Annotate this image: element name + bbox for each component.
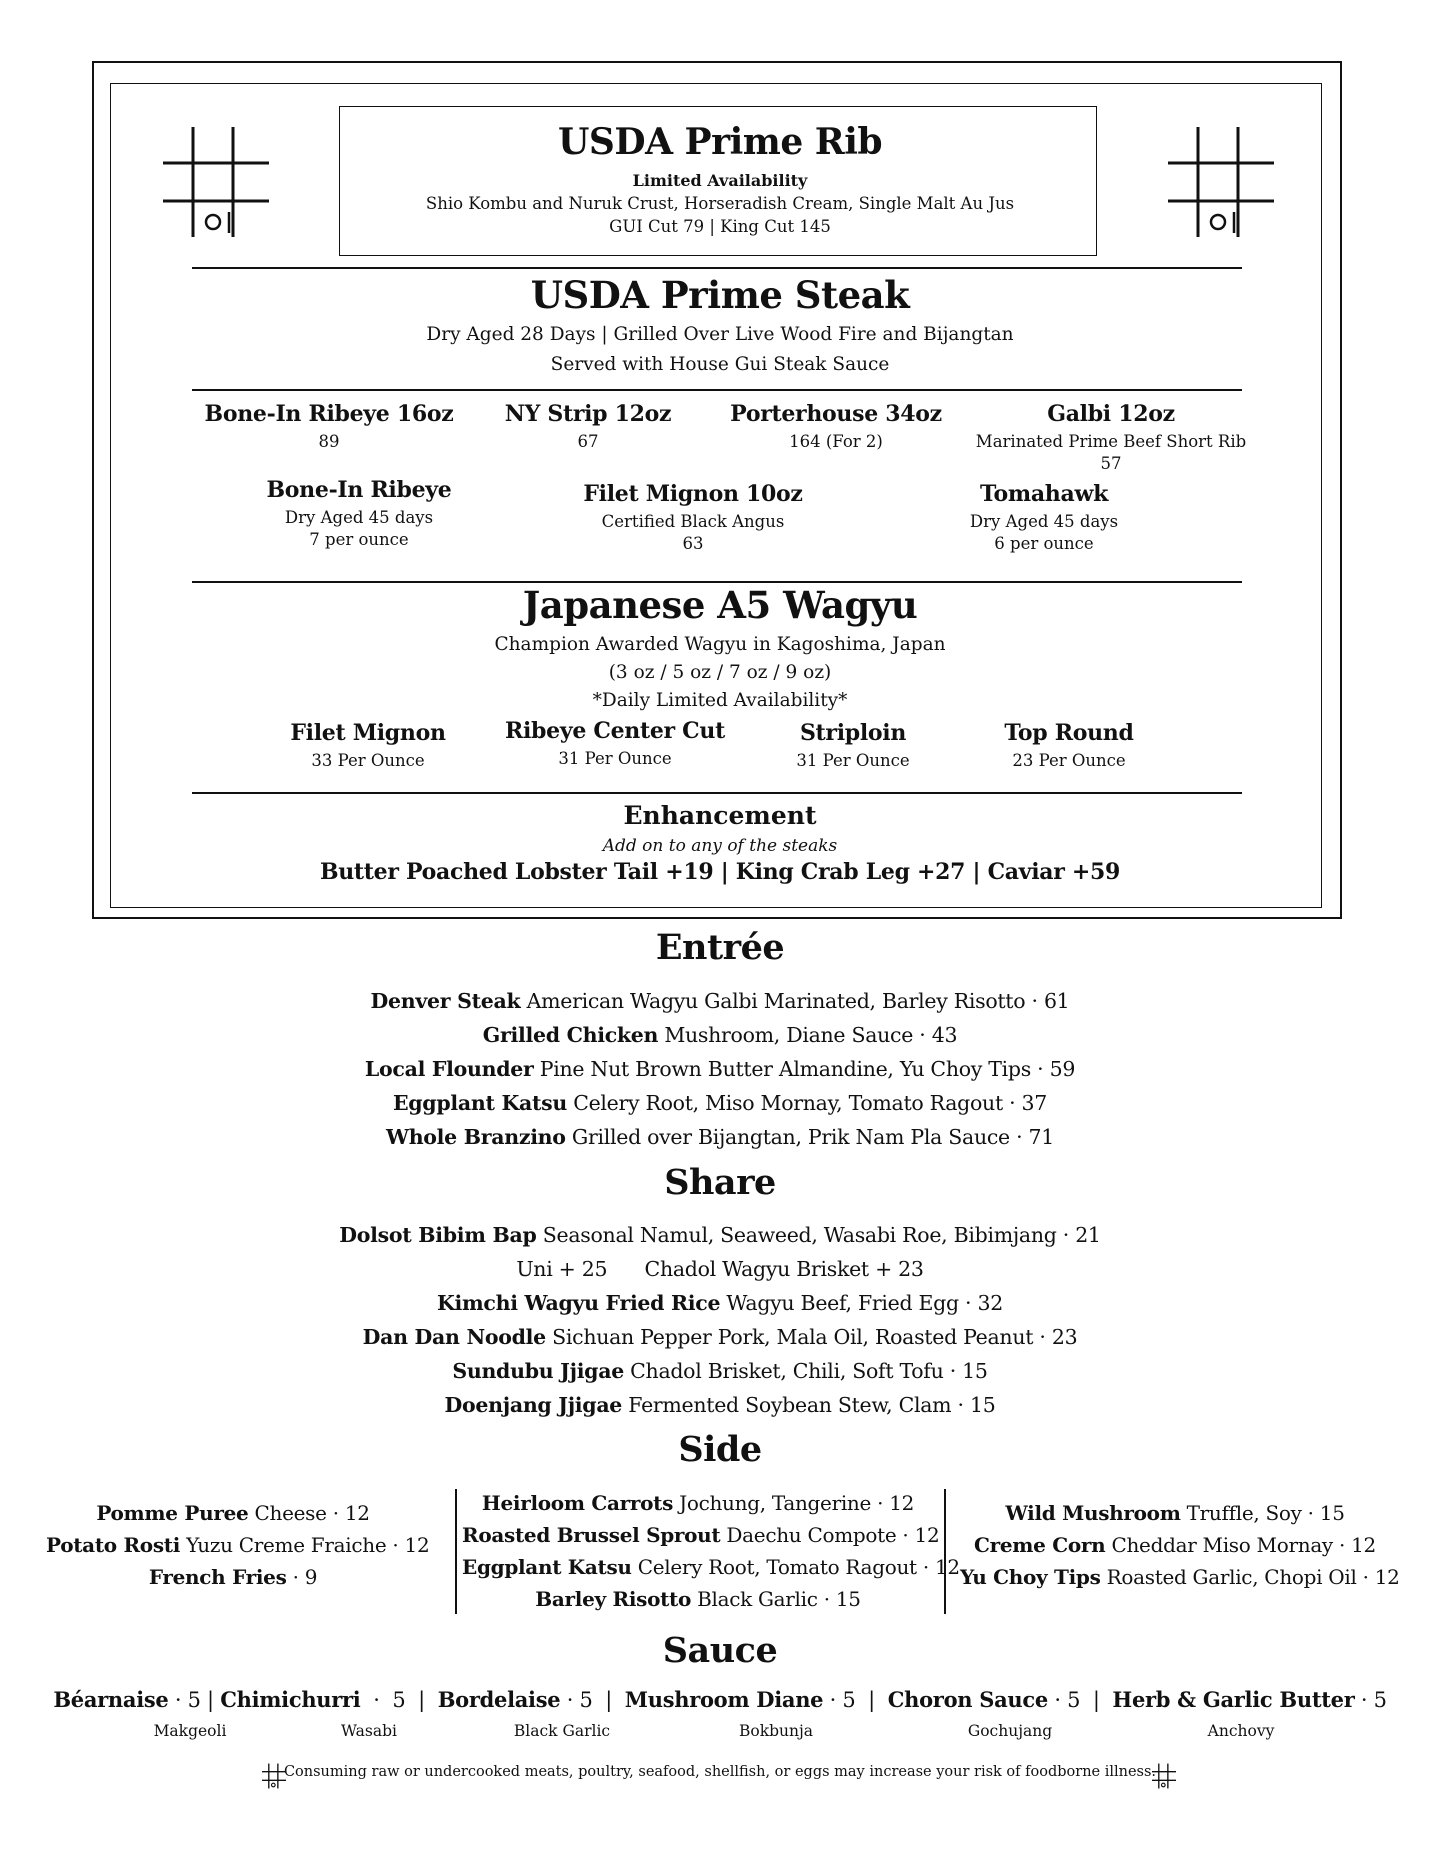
list-item xyxy=(46,1529,430,1561)
sauce-price: · 5 | xyxy=(360,1688,438,1712)
item-name: Sundubu Jjigae xyxy=(452,1359,624,1383)
item-name: Porterhouse 34oz xyxy=(730,401,942,427)
item-name: Filet Mignon xyxy=(290,720,446,746)
item-description: Pine Nut Brown Butter Almandine, Yu Choy Tips · 59 xyxy=(533,1057,1076,1081)
sauce-name: Choron Sauce xyxy=(887,1687,1048,1712)
wagyu-line1: Champion Awarded Wagyu in Kagoshima, Japan xyxy=(494,634,946,655)
item-price: 31 Per Ounce xyxy=(796,751,910,770)
item-description: Certified Black Angus xyxy=(601,512,785,531)
side-title: Side xyxy=(678,1429,762,1470)
list-item xyxy=(0,1218,1440,1252)
item-name: Roasted Brussel Sprout xyxy=(462,1523,721,1547)
list-item xyxy=(462,1519,940,1551)
list-item xyxy=(46,1561,420,1593)
item-name: NY Strip 12oz xyxy=(504,401,672,427)
item-name: Heirloom Carrots xyxy=(481,1491,674,1515)
item-description: Wagyu Beef, Fried Egg · 32 xyxy=(720,1291,1003,1315)
list-item xyxy=(0,1052,1440,1086)
item-price: 67 xyxy=(577,432,599,451)
menu-item xyxy=(468,401,708,455)
sauce-name: Mushroom Diane xyxy=(624,1687,824,1712)
item-description: Chadol Brisket, Chili, Soft Tofu · 15 xyxy=(623,1359,988,1383)
enhancement-title: Enhancement xyxy=(623,801,817,830)
list-item xyxy=(0,1354,1440,1388)
sauce-pairing: Gochujang xyxy=(967,1722,1053,1740)
sauce-pairing: Anchovy xyxy=(1207,1722,1275,1740)
item-name: French Fries xyxy=(148,1565,287,1589)
item-price: 63 xyxy=(682,534,704,553)
item-description: Marinated Prime Beef Short Rib xyxy=(975,432,1247,451)
gui-logo-icon xyxy=(1152,1762,1176,1790)
sauce-name: Herb & Garlic Butter xyxy=(1112,1687,1355,1712)
sauce-price: · 5 | xyxy=(1047,1688,1113,1712)
prime-rib-description: Shio Kombu and Nuruk Crust, Horseradish Cream, Single Malt Au Jus xyxy=(425,194,1015,213)
list-item xyxy=(0,1120,1440,1154)
item-price: 31 Per Ounce xyxy=(558,749,672,768)
item-name: Striploin xyxy=(799,720,907,746)
item-name: Barley Risotto xyxy=(535,1587,692,1611)
item-name: Eggplant Katsu xyxy=(462,1555,632,1579)
menu-item xyxy=(563,481,823,557)
list-item xyxy=(462,1487,934,1519)
item-name: Grilled Chicken xyxy=(482,1023,659,1047)
list-item xyxy=(0,1286,1440,1320)
item-description: Seasonal Namul, Seaweed, Wasabi Roe, Bibimjang · 21 xyxy=(536,1223,1101,1247)
item-name: Bone-In Ribeye 16oz xyxy=(204,401,454,427)
side-column-right xyxy=(960,1497,1400,1593)
wagyu-line2: (3 oz / 5 oz / 7 oz / 9 oz) xyxy=(608,662,832,683)
item-name: Filet Mignon 10oz xyxy=(583,481,803,507)
item-description: · 9 xyxy=(286,1565,318,1589)
prime-rib-title: USDA Prime Rib xyxy=(557,121,883,163)
list-item xyxy=(0,1388,1440,1422)
list-item xyxy=(46,1497,420,1529)
item-name: Bone-In Ribeye xyxy=(266,477,452,503)
item-description: Mushroom, Diane Sauce · 43 xyxy=(658,1023,958,1047)
menu-item xyxy=(495,718,735,772)
item-price: 89 xyxy=(318,432,340,451)
item-description: Uni + 25 Chadol Wagyu Brisket + 23 xyxy=(516,1257,924,1281)
menu-item xyxy=(966,401,1256,477)
prime-steak-line2: Served with House Gui Steak Sauce xyxy=(550,354,890,375)
item-name: Eggplant Katsu xyxy=(392,1091,567,1115)
menu-item xyxy=(234,477,484,553)
list-item xyxy=(0,1018,1440,1052)
sauce-pairing: Black Garlic xyxy=(513,1722,611,1740)
share-list xyxy=(0,1218,1440,1422)
item-name: Top Round xyxy=(1004,720,1134,746)
prime-steak-title: USDA Prime Steak xyxy=(530,273,910,317)
list-item xyxy=(960,1529,1390,1561)
list-item xyxy=(0,1252,1440,1286)
entree-list xyxy=(0,984,1440,1154)
item-description: Truffle, Soy · 15 xyxy=(1180,1501,1345,1525)
item-description: Jochung, Tangerine · 12 xyxy=(673,1491,915,1515)
item-price: 23 Per Ounce xyxy=(1012,751,1126,770)
item-description: Dry Aged 45 days xyxy=(284,508,434,527)
item-price: 57 xyxy=(1100,454,1122,473)
item-description: Fermented Soybean Stew, Clam · 15 xyxy=(622,1393,996,1417)
sauce-list xyxy=(0,1687,1440,1712)
menu-item xyxy=(758,720,948,774)
item-price: 164 (For 2) xyxy=(789,432,883,451)
entree-title: Entrée xyxy=(655,927,785,968)
list-item xyxy=(960,1497,1390,1529)
divider xyxy=(192,792,1242,794)
menu-item xyxy=(969,720,1169,774)
sauce-pairing: Bokbunja xyxy=(738,1722,814,1740)
prime-steak-line1: Dry Aged 28 Days | Grilled Over Live Wood Fire and Bijangtan xyxy=(426,324,1014,345)
item-description: Grilled over Bijangtan, Prik Nam Pla Sauce · 71 xyxy=(565,1125,1055,1149)
sauce-price: · 5 xyxy=(1354,1688,1387,1712)
item-description: Dry Aged 45 days xyxy=(969,512,1119,531)
sauce-pairing: Wasabi xyxy=(341,1722,397,1740)
item-price: 7 per ounce xyxy=(309,530,409,549)
sauce-name: Chimichurri xyxy=(220,1687,361,1712)
item-description: Black Garlic · 15 xyxy=(691,1587,861,1611)
menu-item xyxy=(258,720,478,774)
sauce-price: · 5 | xyxy=(168,1688,221,1712)
menu-item xyxy=(194,401,464,455)
sauce-name: Bordelaise xyxy=(437,1687,561,1712)
item-price: 6 per ounce xyxy=(994,534,1094,553)
menu-item xyxy=(934,481,1154,557)
divider xyxy=(192,267,1242,269)
item-name: Ribeye Center Cut xyxy=(505,718,725,744)
wagyu-title: Japanese A5 Wagyu xyxy=(522,583,918,627)
item-description: Celery Root, Miso Mornay, Tomato Ragout · 37 xyxy=(566,1091,1048,1115)
item-name: Whole Branzino xyxy=(385,1125,566,1149)
side-column-middle xyxy=(462,1487,960,1615)
item-description: Yuzu Creme Fraiche · 12 xyxy=(180,1533,430,1557)
enhancement-line: Butter Poached Lobster Tail +19 | King Crab Leg +27 | Caviar +59 xyxy=(319,859,1121,885)
enhancement-subtitle: Add on to any of the steaks xyxy=(602,836,838,856)
item-name: Tomahawk xyxy=(979,481,1109,507)
item-description: Roasted Garlic, Chopi Oil · 12 xyxy=(1100,1565,1400,1589)
food-safety-disclaimer: Consuming raw or undercooked meats, poultry, seafood, shellfish, or eggs may increase your risk of foodborne illness. xyxy=(283,1764,1157,1780)
prime-rib-availability: Limited Availability xyxy=(632,171,808,190)
list-item xyxy=(0,984,1440,1018)
item-name: Doenjang Jjigae xyxy=(444,1393,623,1417)
sauce-name: Béarnaise xyxy=(53,1687,169,1712)
share-title: Share xyxy=(664,1162,776,1203)
item-name: Galbi 12oz xyxy=(1047,401,1175,427)
item-description: Celery Root, Tomato Ragout · 12 xyxy=(631,1555,960,1579)
item-name: Dolsot Bibim Bap xyxy=(339,1223,537,1247)
item-description: Daechu Compote · 12 xyxy=(720,1523,940,1547)
menu-item xyxy=(706,401,966,455)
item-name: Denver Steak xyxy=(370,989,521,1013)
item-name: Yu Choy Tips xyxy=(960,1565,1101,1589)
list-item xyxy=(462,1583,934,1615)
sauce-price: · 5 | xyxy=(560,1688,625,1712)
item-name: Creme Corn xyxy=(974,1533,1106,1557)
sauce-title: Sauce xyxy=(662,1630,778,1671)
item-name: Pomme Puree xyxy=(96,1501,249,1525)
item-name: Kimchi Wagyu Fried Rice xyxy=(437,1291,721,1315)
item-description: Cheddar Miso Mornay · 12 xyxy=(1105,1533,1376,1557)
wagyu-line3: *Daily Limited Availability* xyxy=(592,690,848,711)
item-price: 33 Per Ounce xyxy=(311,751,425,770)
prime-rib-cuts: GUI Cut 79 | King Cut 145 xyxy=(609,217,831,236)
list-item xyxy=(0,1086,1440,1120)
item-description: Cheese · 12 xyxy=(248,1501,370,1525)
divider xyxy=(192,389,1242,391)
list-item xyxy=(0,1320,1440,1354)
item-description: American Wagyu Galbi Marinated, Barley Risotto · 61 xyxy=(520,989,1070,1013)
sauce-pairing: Makgeoli xyxy=(153,1722,227,1740)
list-item xyxy=(462,1551,960,1583)
side-column-left xyxy=(46,1497,430,1593)
item-name: Wild Mushroom xyxy=(1005,1501,1181,1525)
sauce-price: · 5 | xyxy=(823,1688,888,1712)
item-name: Potato Rosti xyxy=(46,1533,181,1557)
item-name: Dan Dan Noodle xyxy=(362,1325,546,1349)
column-divider xyxy=(455,1489,457,1614)
item-name: Local Flounder xyxy=(364,1057,534,1081)
column-divider xyxy=(944,1489,946,1614)
list-item xyxy=(960,1561,1400,1593)
item-description: Sichuan Pepper Pork, Mala Oil, Roasted Peanut · 23 xyxy=(545,1325,1078,1349)
